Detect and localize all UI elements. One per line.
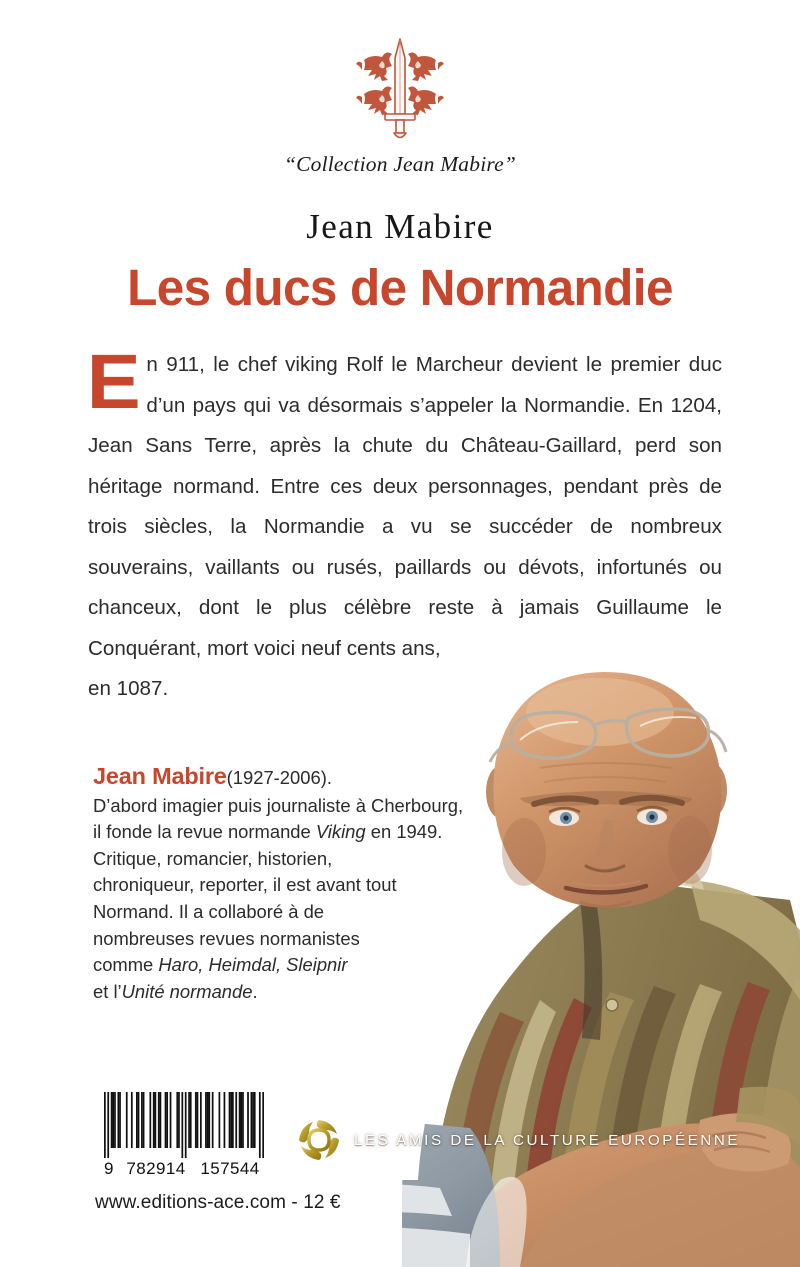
bio-journal-unite-normande: Unité normande	[121, 980, 253, 1002]
bio-line-5: Normand. Il a collaboré à de	[93, 900, 325, 922]
bio-line-2b: en 1949.	[365, 821, 443, 843]
bio-author-dates: (1927-2006).	[226, 767, 332, 788]
bio-author-name: Jean Mabire	[93, 763, 227, 789]
barcode-group-right: 157544	[200, 1159, 260, 1178]
author-bio	[93, 763, 483, 1005]
blurb-line-3: En 1204, Jean Sans Terre, après la chute du Château-Gaillard,	[88, 393, 722, 457]
blurb-line-8: jamais Guillaume le Conquérant, mort voici neuf cents ans,	[88, 596, 722, 660]
spiral-logo-icon	[296, 1117, 342, 1163]
barcode-digits	[104, 1159, 268, 1179]
bio-line-7a: comme	[93, 954, 159, 976]
barcode-lead-digit: 9	[104, 1159, 114, 1178]
bio-line-1: D’abord imagier puis journaliste à Cherbourg,	[93, 794, 464, 816]
collection-emblem	[0, 36, 800, 151]
blurb-line-2: duc d’un pays qui va désormais s’appeler la Normandie.	[146, 353, 722, 417]
isbn-barcode	[104, 1092, 268, 1179]
blurb-line-1: n 911, le chef viking Rolf le Marcheur devient le premier	[146, 353, 681, 376]
barcode-bars-icon	[104, 1092, 264, 1158]
bio-line-8b: .	[252, 980, 258, 1002]
book-title: Les ducs de Normandie	[127, 259, 673, 316]
website-and-price: www.editions-ace.com - 12 €	[95, 1192, 341, 1213]
blurb-line-7: dévots, infortunés ou chanceux, dont le plus célèbre reste à	[88, 555, 722, 619]
publisher-credit	[296, 1117, 740, 1163]
blurb-line-6: de nombreux souverains, vaillants ou rusés, paillards ou	[88, 515, 722, 579]
publisher-name: LES AMIS DE LA CULTURE EUROPÉENNE	[354, 1131, 741, 1149]
normandy-arms-emblem-icon	[352, 36, 448, 146]
bio-line-6: nombreuses revues normanistes	[93, 927, 360, 949]
barcode-group-left: 782914	[126, 1159, 186, 1178]
bio-line-2a: il fonde la revue normande	[93, 821, 316, 843]
bio-journal-viking: Viking	[315, 821, 366, 843]
bio-line-4: chroniqueur, reporter, il est avant tout	[93, 874, 397, 896]
collection-label: “Collection Jean Mabire”	[283, 152, 517, 176]
bio-line-3: Critique, romancier, historien,	[93, 847, 333, 869]
blurb-line-4: perd son héritage normand. Entre ces deux personnages,	[88, 434, 722, 498]
back-cover-blurb	[86, 339, 722, 710]
bio-journals-list: Haro, Heimdal, Sleipnir	[158, 954, 348, 976]
blurb-line-9: en 1087.	[88, 677, 169, 700]
blurb-line-5: pendant près de trois siècles, la Normandie a vu se succéder	[88, 474, 722, 538]
bio-line-8a: et l’	[93, 980, 122, 1002]
author-name: Jean Mabire	[306, 207, 494, 246]
blurb-dropcap: E	[86, 339, 141, 425]
